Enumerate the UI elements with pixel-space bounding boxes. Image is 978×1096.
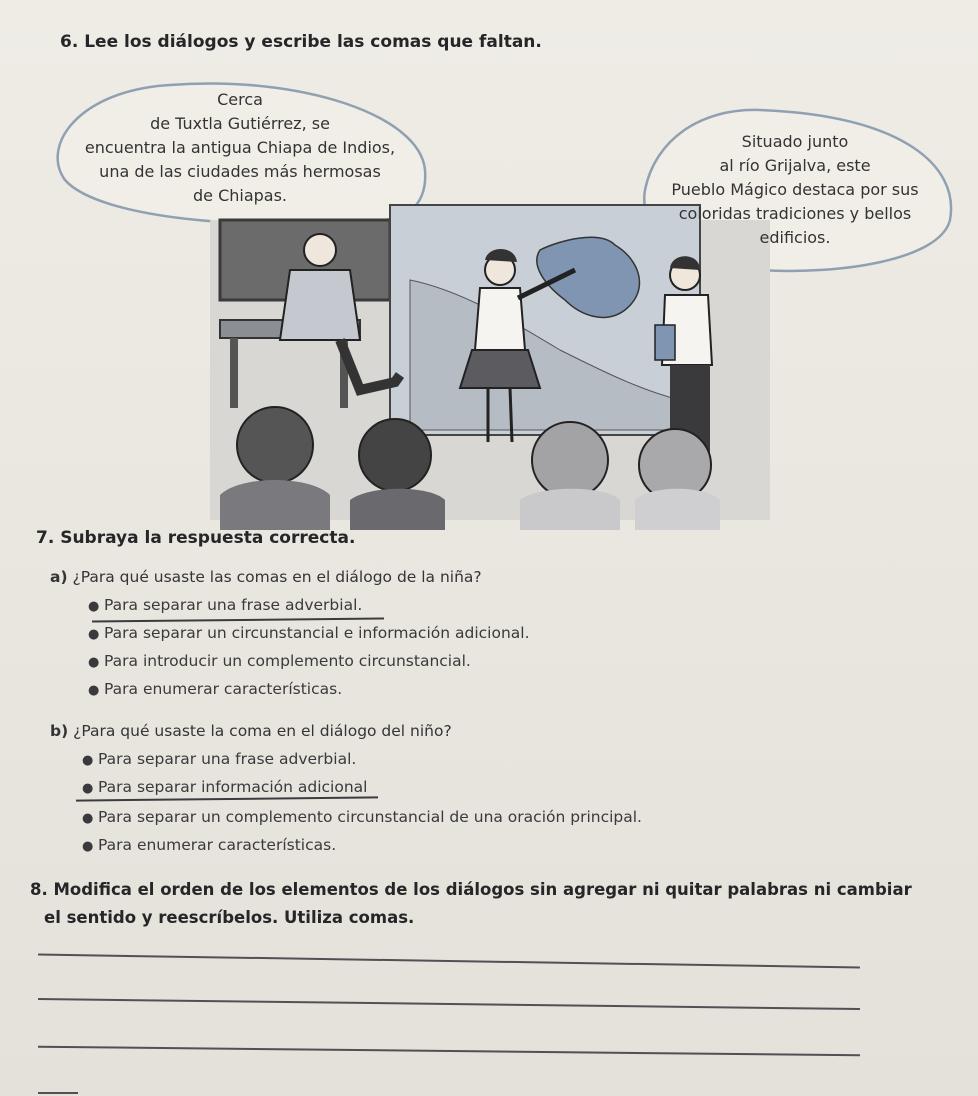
- teacher-head: [304, 234, 336, 266]
- student-1-head: [237, 407, 313, 483]
- answer-line-4[interactable]: [38, 1092, 78, 1094]
- option-text: Para separar una frase adverbial.: [98, 750, 357, 768]
- question-a-text: ¿Para qué usaste las comas en el diálogo de la niña?: [72, 568, 482, 586]
- bullet-icon: ●: [88, 599, 100, 614]
- exercise-6-title: 6. Lee los diálogos y escribe las comas que faltan.: [60, 32, 542, 52]
- student-3-head: [532, 422, 608, 498]
- bullet-icon: ●: [82, 781, 94, 796]
- girl-shirt: [475, 288, 525, 350]
- teacher-body: [280, 270, 360, 340]
- question-a: [50, 568, 482, 586]
- speech-text-girl: [70, 88, 410, 208]
- speech-line: Cerca: [217, 90, 263, 109]
- boy-book: [655, 325, 675, 360]
- exercise-8-title-line2: el sentido y reescríbelos. Utiliza comas.: [44, 908, 415, 927]
- bullet-icon: ●: [82, 811, 94, 826]
- option-a2[interactable]: [88, 624, 530, 642]
- option-text: Para separar información adicional: [98, 778, 368, 796]
- speech-line: una de las ciudades más hermosas: [99, 162, 381, 181]
- bullet-icon: ●: [88, 683, 100, 698]
- option-a3[interactable]: [88, 652, 471, 670]
- exercise-8-title-line1: 8. Modifica el orden de los elementos de los diálogos sin agregar ni quitar palabras ni cambiar: [30, 880, 912, 899]
- option-b3[interactable]: [82, 808, 642, 826]
- girl-skirt: [460, 350, 540, 388]
- bullet-icon: ●: [82, 753, 94, 768]
- speech-line: de Chiapas.: [192, 186, 288, 205]
- bullet-icon: ●: [88, 627, 100, 642]
- question-a-label: a): [50, 568, 68, 586]
- option-a1[interactable]: [88, 596, 362, 614]
- question-b-text: ¿Para qué usaste la coma en el diálogo del niño?: [73, 722, 452, 740]
- option-text: Para separar un circunstancial e información adicional.: [104, 624, 530, 642]
- question-b-label: b): [50, 722, 69, 740]
- option-text: Para introducir un complemento circunstancial.: [104, 652, 471, 670]
- bullet-icon: ●: [88, 655, 100, 670]
- option-text: Para separar un complemento circunstancial de una oración principal.: [98, 808, 642, 826]
- exercise-7-title: 7. Subraya la respuesta correcta.: [36, 528, 356, 548]
- speech-line: coloridas tradiciones y bellos: [678, 204, 912, 223]
- speech-line: encuentra la antigua Chiapa de Indios,: [84, 138, 396, 157]
- speech-line: Pueblo Mágico destaca por sus: [671, 180, 919, 199]
- option-a4[interactable]: [88, 680, 342, 698]
- speech-line: Situado junto: [741, 132, 849, 151]
- speech-line: edificios.: [759, 228, 831, 247]
- option-text: Para separar una frase adverbial.: [104, 596, 363, 614]
- option-text: Para enumerar características.: [98, 836, 337, 854]
- speech-text-boy: [650, 130, 940, 250]
- speech-line: al río Grijalva, este: [719, 156, 871, 175]
- option-b1[interactable]: [82, 750, 356, 768]
- option-text: Para enumerar características.: [104, 680, 343, 698]
- bullet-icon: ●: [82, 839, 94, 854]
- option-b2[interactable]: [82, 778, 367, 796]
- student-2-head: [359, 419, 431, 491]
- speech-line: de Tuxtla Gutiérrez, se: [150, 114, 330, 133]
- question-b: [50, 722, 452, 740]
- option-b4[interactable]: [82, 836, 336, 854]
